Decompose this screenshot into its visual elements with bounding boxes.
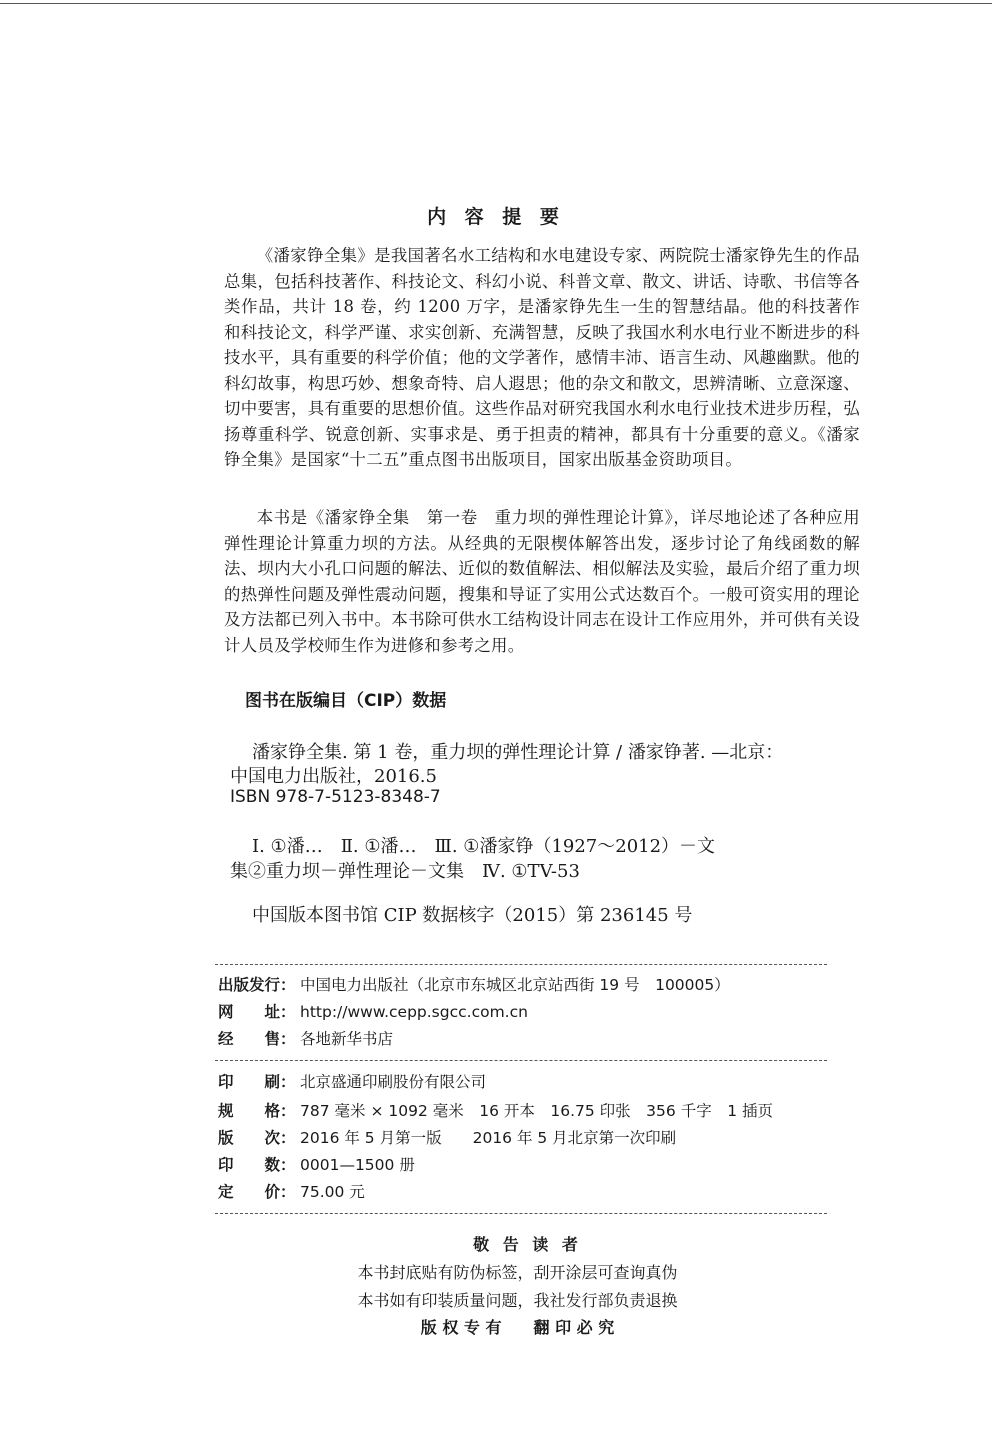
cip-line-2: 中国电力出版社，2016.5 — [230, 766, 437, 787]
website-label: 网 址： — [218, 1003, 296, 1021]
cip-record-number: 中国版本图书馆 CIP 数据核字（2015）第 236145 号 — [252, 905, 693, 926]
price-value: 75.00 元 — [300, 1183, 365, 1201]
print-run-value: 0001—1500 册 — [300, 1156, 415, 1174]
notice-copyright: 版 权 专 有 翻 印 必 究 — [420, 1318, 615, 1337]
notice-line-2: 本书如有印装质量问题，我社发行部负责退换 — [357, 1291, 678, 1310]
divider-dashed — [215, 1213, 827, 1214]
notice-title: 敬 告 读 者 — [473, 1235, 582, 1254]
website-value: http://www.cepp.sgcc.com.cn — [300, 1003, 528, 1021]
format-row — [218, 1099, 773, 1121]
edition-row — [218, 1126, 676, 1148]
distributor-value: 各地新华书店 — [300, 1030, 394, 1048]
notice-line-1: 本书封底贴有防伪标签，刮开涂层可查询真伪 — [357, 1263, 678, 1282]
print-run-row — [218, 1153, 415, 1175]
format-label: 规 格： — [218, 1102, 296, 1120]
print-run-label: 印 数： — [218, 1156, 296, 1174]
summary-paragraph-1: 《潘家铮全集》是我国著名水工结构和水电建设专家、两院院士潘家铮先生的作品总集，包括科技著作、科技论文、科幻小说、科普文章、散文、讲话、诗歌、书信等各类作品，共计 18 卷，约 1200 万字，是潘家铮先生一生的智慧结晶。他的科技著作和科技论文，科学严谨、求实创新、充满智慧，反映了我国水利水电行业不断进步的科技水平，具有重要的科学价值；他的文学著作，感情丰沛、语言生动、风趣幽默。他的科幻故事，构思巧妙、想象奇特、启人遐思；他的杂文和散文，思辨清晰、立意深邃、切中要害，具有重要的思想价值。这些作品对研究我国水利水电行业技术进步历程，弘扬尊重科学、锐意创新、实事求是、勇于担责的精神，都具有十分重要的意义。《潘家铮全集》是国家“十二五”重点图书出版项目，国家出版基金资助项目。 — [224, 246, 860, 469]
cip-isbn: ISBN 978-7-5123-8348-7 — [230, 787, 441, 807]
page-title: 内 容 提 要 — [427, 206, 565, 228]
distributor-label: 经 售： — [218, 1030, 296, 1048]
format-value: 787 毫米 × 1092 毫米 16 开本 16.75 印张 356 千字 1 插页 — [300, 1102, 773, 1120]
divider-dashed — [215, 964, 827, 965]
cip-heading: 图书在版编目（CIP）数据 — [245, 691, 447, 711]
publisher-label: 出版发行： — [218, 976, 296, 994]
cip-classification-2: 集②重力坝－弹性理论－文集 Ⅳ. ①TV-53 — [230, 861, 580, 882]
edition-value: 2016 年 5 月第一版 2016 年 5 月北京第一次印刷 — [300, 1129, 677, 1147]
edition-label: 版 次： — [218, 1129, 296, 1147]
price-row — [218, 1180, 365, 1202]
printer-value: 北京盛通印刷股份有限公司 — [300, 1073, 487, 1091]
website-row — [218, 1000, 528, 1022]
top-border-line — [0, 3, 992, 4]
price-label: 定 价： — [218, 1183, 296, 1201]
publisher-value: 中国电力出版社（北京市东城区北京站西街 19 号 100005） — [300, 976, 730, 994]
divider-dashed — [215, 1060, 827, 1061]
printer-label: 印 刷： — [218, 1073, 296, 1091]
summary-paragraph-2: 本书是《潘家铮全集 第一卷 重力坝的弹性理论计算》，详尽地论述了各种应用弹性理论计算重力坝的方法。从经典的无限楔体解答出发，逐步讨论了角线函数的解法、坝内大小孔口问题的解法、近似的数值解法、相似解法及实验，最后介绍了重力坝的热弹性问题及弹性震动问题，搜集和导证了实用公式达数百个。一般可资实用的理论及方法都已列入书中。本书除可供水工结构设计同志在设计工作应用外，并可供有关设计人员及学校师生作为进修和参考之用。 — [224, 508, 860, 655]
publisher-row — [218, 973, 730, 995]
printer-row — [218, 1070, 486, 1092]
distributor-row — [218, 1027, 393, 1049]
cip-line-1: 潘家铮全集. 第 1 卷，重力坝的弹性理论计算 / 潘家铮著. —北京： — [252, 742, 784, 763]
cip-classification-1: Ⅰ. ①潘… Ⅱ. ①潘… Ⅲ. ①潘家铮（1927～2012）－文 — [252, 836, 716, 857]
